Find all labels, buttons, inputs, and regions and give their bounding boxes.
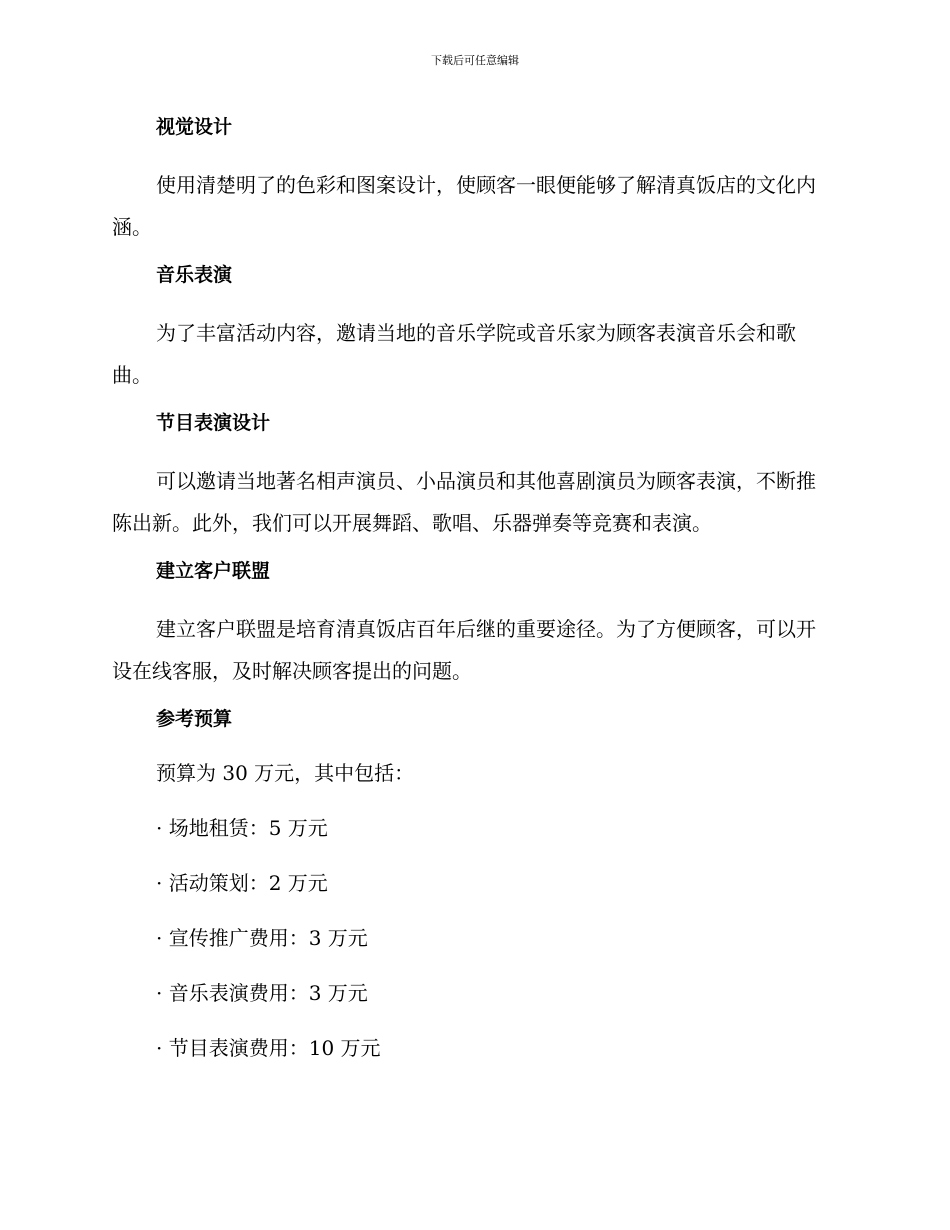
budget-item: · 宣传推广费用：3 万元 [156,926,368,950]
section-body-program-design: 可以邀请当地著名相声演员、小品演员和其他喜剧演员为顾客表演，不断推陈出新。此外，我们可以开展舞蹈、歌唱、乐器弹奏等竞赛和表演。 [112,469,816,535]
section-heading-visual-design: 视觉设计 [156,116,233,138]
section-heading-budget: 参考预算 [156,708,233,730]
budget-item: · 音乐表演费用：3 万元 [156,981,368,1005]
section-body-music-performance: 为了丰富活动内容，邀请当地的音乐学院或音乐家为顾客表演音乐会和歌曲。 [112,321,796,387]
section-body-customer-alliance: 建立客户联盟是培育清真饭店百年后继的重要途径。为了方便顾客，可以开设在线客服，及时解决顾客提出的问题。 [112,617,816,683]
section-body-visual-design: 使用清楚明了的色彩和图案设计，使顾客一眼便能够了解清真饭店的文化内涵。 [112,173,816,239]
budget-item: · 节目表演费用：10 万元 [156,1036,381,1060]
section-heading-music-performance: 音乐表演 [156,264,233,286]
document-content [112,110,832,1065]
section-heading-program-design: 节目表演设计 [156,412,271,434]
budget-item: · 活动策划：2 万元 [156,871,328,895]
section-heading-customer-alliance: 建立客户联盟 [156,560,271,582]
header-note: 下载后可任意编辑 [431,54,519,67]
budget-intro: 预算为 30 万元，其中包括： [156,761,415,785]
budget-item: · 场地租赁：5 万元 [156,816,328,840]
